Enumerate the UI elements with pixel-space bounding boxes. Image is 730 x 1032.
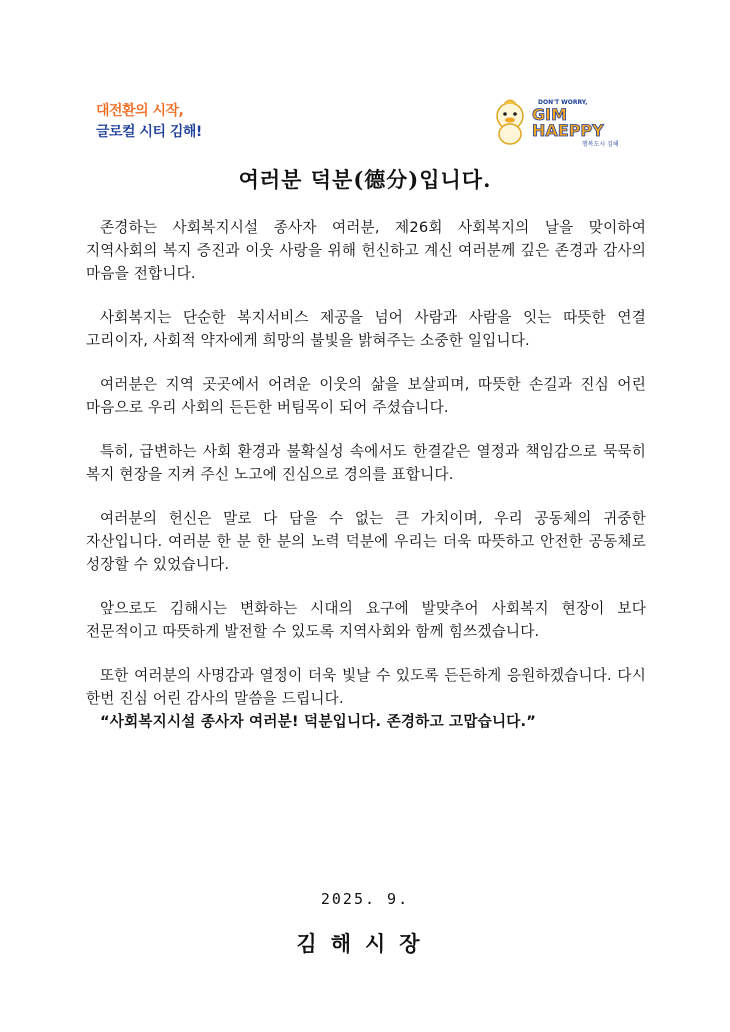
paragraph: 앞으로도 김해시는 변화하는 시대의 요구에 발맞추어 사회복지 현장이 보다 전문적이고 따뜻하게 발전할 수 있도록 지역사회와 함께 힘쓰겠습니다. xyxy=(86,600,646,640)
paragraph: 또한 여러분의 사명감과 열정이 더욱 빛날 수 있도록 든든하게 응원하겠습니다. 다시 한번 진심 어린 감사의 말씀을 드립니다. xyxy=(86,667,646,707)
city-slogan xyxy=(96,100,236,141)
paragraph: 사회복지는 단순한 복지서비스 제공을 넘어 사람과 사람을 잇는 따뜻한 연결 고리이자, 사회적 약자에게 희망의 불빛을 밝혀주는 소중한 일입니다. xyxy=(86,309,646,349)
svg-text:행복도시 김해: 행복도시 김해 xyxy=(582,141,619,148)
paragraph: 여러분의 헌신은 말로 다 담을 수 없는 큰 가치이며, 우리 공동체의 귀중한 자산입니다. 여러분 한 분 한 분의 노력 덕분에 우리는 더욱 따뜻하고 안전한 공동체로 성장할 수 있었습니다. xyxy=(86,510,646,573)
duck-mascot-icon xyxy=(497,100,523,144)
svg-text:HAEPPY: HAEPPY xyxy=(532,121,604,140)
gimhaeppy-logo xyxy=(494,92,640,148)
paragraph: 특히, 급변하는 사회 환경과 불확실성 속에서도 한결같은 열정과 책임감으로 묵묵히 복지 현장을 지켜 주신 노고에 진심으로 경의를 표합니다. xyxy=(86,443,646,483)
signer-name: 김해시장 xyxy=(296,931,434,956)
slogan-line-2-part-1: 글로컬 시티 xyxy=(96,124,170,140)
closing-quote: “사회복지시설 종사자 여러분! 덕분입니다. 존경하고 고맙습니다.” xyxy=(100,713,537,730)
paragraph: 존경하는 사회복지시설 종사자 여러분, 제26회 사회복지의 날을 맞이하여 지역사회의 복지 증진과 이웃 사랑을 위해 헌신하고 계신 여러분께 깊은 존경과 감사의 마음을 전합니다. xyxy=(86,219,646,282)
svg-text:DON'T WORRY,: DON'T WORRY, xyxy=(538,99,588,106)
letter-body xyxy=(86,216,646,733)
letter-date: 2025. 9. xyxy=(320,890,410,908)
slogan-line-1: 대전환의 시작, xyxy=(96,103,184,119)
svg-text:GIM: GIM xyxy=(532,105,568,124)
slogan-line-2-part-2: 김해! xyxy=(169,124,202,140)
paragraph: 여러분은 지역 곳곳에서 어려운 이웃의 삶을 보살피며, 따뜻한 손길과 진심 어린 마음으로 우리 사회의 든든한 버팀목이 되어 주셨습니다. xyxy=(86,376,646,416)
slogan-line-2 xyxy=(96,121,236,141)
page-title: 여러분 덕분(德分)입니다. xyxy=(238,167,492,192)
